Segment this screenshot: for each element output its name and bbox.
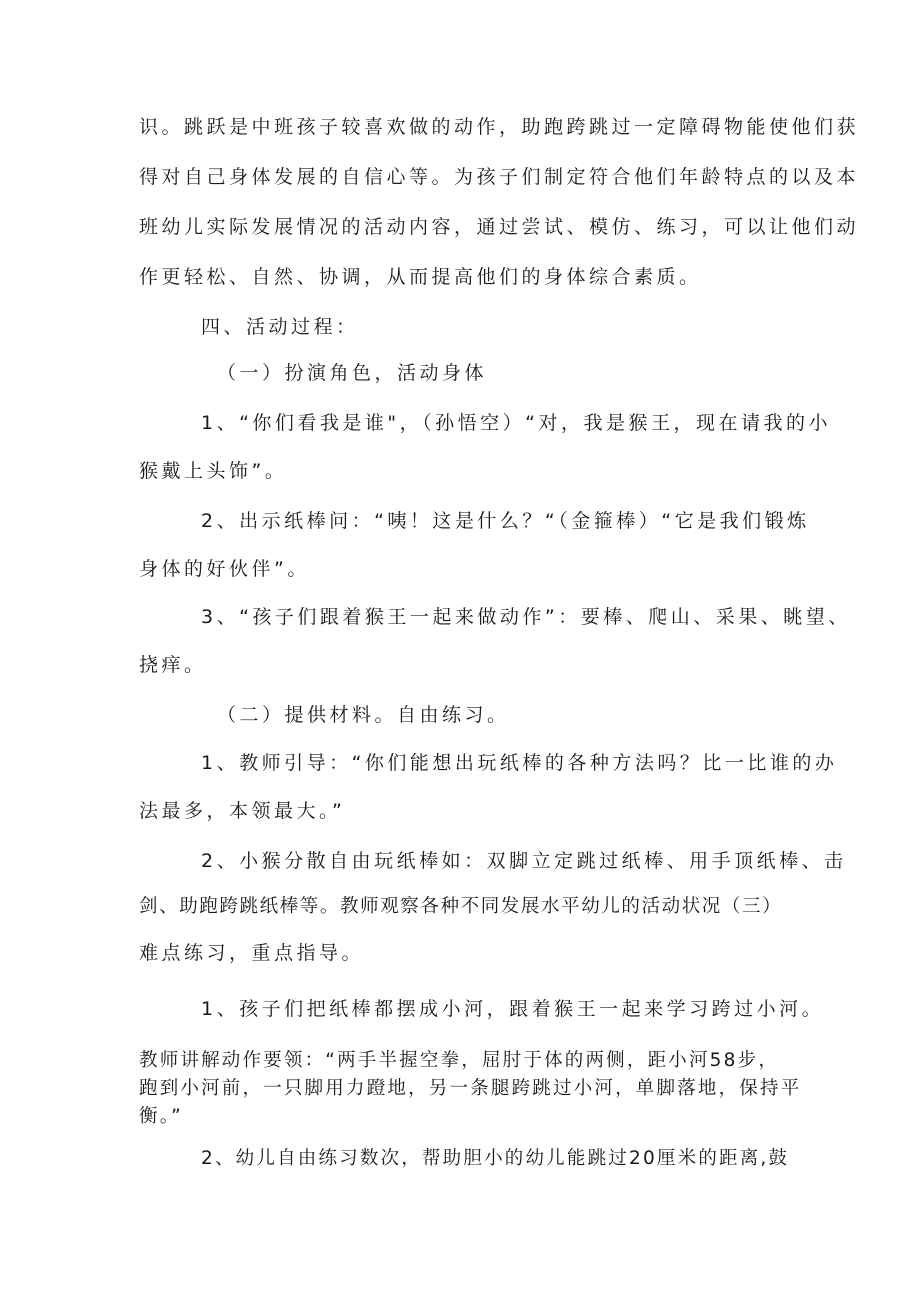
text-line: 难点练习，重点指导。 <box>139 942 365 964</box>
text-line: 作更轻松、自然、协调，从而提高他们的身体综合素质。 <box>139 266 702 288</box>
text-line: 猴戴上头饰”。 <box>139 460 288 482</box>
section-heading: 四、活动过程： <box>201 316 359 338</box>
text-line: 2、出示纸棒问：“咦！这是什么？“（金箍棒）“它是我们锻炼 <box>201 510 810 532</box>
text-line: 挠痒。 <box>139 654 207 676</box>
subsection-heading: （二）提供材料。自由练习。 <box>217 704 510 726</box>
text-line: 跑到小河前，一只脚用力蹬地，另一条腿跨跳过小河，单脚落地，保持平 <box>139 1078 802 1099</box>
text-line: 1、“你们看我是谁"，（孙悟空）“对，我是猴王，现在请我的小 <box>201 412 832 434</box>
text-line: 剑、助跑跨跳纸棒等。教师观察各种不同发展水平幼儿的活动状况（三） <box>139 896 783 917</box>
text-line: 身体的好伙伴”。 <box>139 558 310 580</box>
text-line: 法最多，本领最大。” <box>139 800 346 822</box>
text-line: 2、幼儿自由练习数次，帮助胆小的幼儿能跳过20厘米的距离,鼓 <box>201 1148 790 1169</box>
subsection-heading: （一）扮演角色，活动身体 <box>217 362 488 384</box>
text-line: 1、孩子们把纸棒都摆成小河，跟着猴王一起来学习跨过小河。 <box>201 998 825 1020</box>
text-line: 1、教师引导：“你们能想出玩纸棒的各种方法吗？比一比谁的办 <box>201 752 838 774</box>
text-line: 识。跳跃是中班孩子较喜欢做的动作，助跑跨跳过一定障碍物能使他们获 <box>139 116 860 138</box>
text-line: 得对自己身体发展的自信心等。为孩子们制定符合他们年龄特点的以及本 <box>139 166 860 188</box>
text-line: 3、“孩子们跟着猴王一起来做动作”：要棒、爬山、采果、眺望、 <box>201 606 851 628</box>
text-line: 教师讲解动作要领：“两手半握空拳，屈肘于体的两侧，距小河58步， <box>139 1050 780 1071</box>
text-line: 班幼儿实际发展情况的活动内容，通过尝试、模仿、练习，可以让他们动 <box>139 216 860 238</box>
text-line: 衡。” <box>139 1106 183 1127</box>
text-line: 2、小猴分散自由玩纸棒如：双脚立定跳过纸棒、用手顶纸棒、击 <box>201 850 847 872</box>
